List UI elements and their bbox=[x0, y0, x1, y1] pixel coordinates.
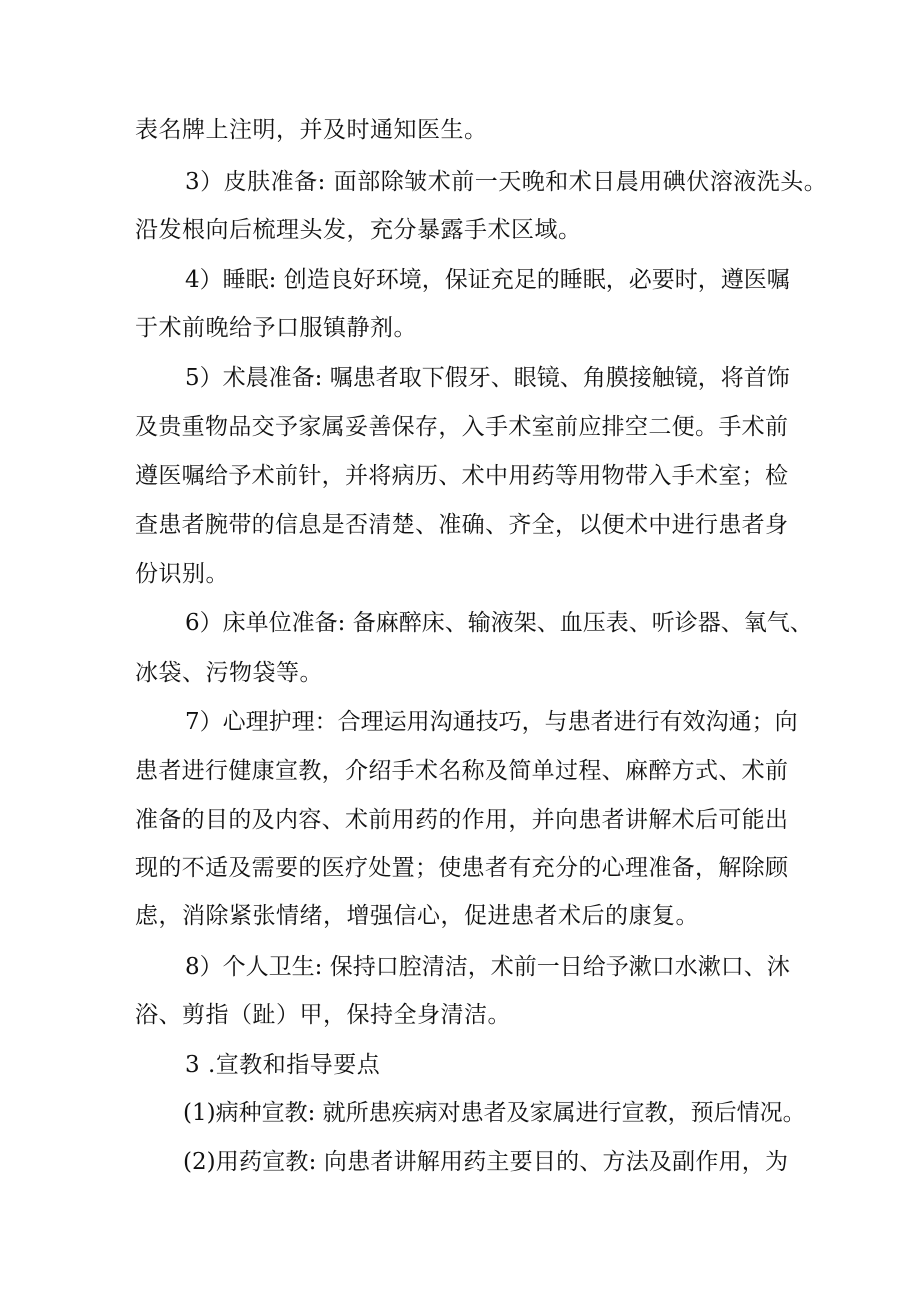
text-line: 沿发根向后梳理头发，充分暴露手术区域。 bbox=[135, 217, 582, 243]
text-line: (2)用药宣教: 向患者讲解用药主要目的、方法及副作用，为 bbox=[183, 1149, 788, 1175]
text-line: 准备的目的及内容、术前用药的作用，并向患者讲解术后可能出 bbox=[135, 807, 788, 833]
text-line: 4）睡眠: 创造良好环境，保证充足的睡眠，必要时，遵医嘱 bbox=[185, 267, 790, 293]
text-line: 患者进行健康宣教，介绍手术名称及简单过程、麻醉方式、术前 bbox=[135, 758, 788, 784]
text-line: 冰袋、污物袋等。 bbox=[135, 660, 323, 686]
text-line: 6）床单位准备: 备麻醉床、输液架、血压表、听诊器、氧气、 bbox=[185, 610, 813, 636]
text-line: 虑，消除紧张情绪，增强信心，促进患者术后的康复。 bbox=[135, 903, 699, 929]
text-line: 8）个人卫生: 保持口腔清洁，术前一日给予漱口水漱口、沐 bbox=[185, 954, 790, 980]
text-line: 份识别。 bbox=[135, 561, 229, 587]
text-line: 浴、剪指（趾）甲，保持全身清洁。 bbox=[135, 1002, 511, 1028]
text-line: 遵医嘱给予术前针，并将病历、术中用药等用物带入手术室；检 bbox=[135, 463, 788, 489]
text-line: 现的不适及需要的医疗处置；使患者有充分的心理准备，解除顾 bbox=[135, 855, 788, 881]
text-line: 查患者腕带的信息是否清楚、准确、齐全，以便术中进行患者身 bbox=[135, 512, 788, 538]
text-line: 表名牌上注明，并及时通知医生。 bbox=[135, 117, 488, 143]
text-line: 7）心理护理：合理运用沟通技巧，与患者进行有效沟通；向 bbox=[185, 709, 798, 735]
text-line: 及贵重物品交予家属妥善保存，入手术室前应排空二便。手术前 bbox=[135, 414, 788, 440]
text-line: 5）术晨准备: 嘱患者取下假牙、眼镜、角膜接触镜，将首饰 bbox=[185, 365, 790, 391]
text-line: (1)病种宣教: 就所患疾病对患者及家属进行宣教，预后情况。 bbox=[183, 1100, 806, 1126]
text-line: 于术前晚给予口服镇静剂。 bbox=[135, 315, 417, 341]
section-heading: 3 .宣教和指导要点 bbox=[185, 1052, 381, 1078]
text-line: 3）皮肤准备: 面部除皱术前一天晚和术日晨用碘伏溶液洗头。 bbox=[185, 169, 828, 195]
